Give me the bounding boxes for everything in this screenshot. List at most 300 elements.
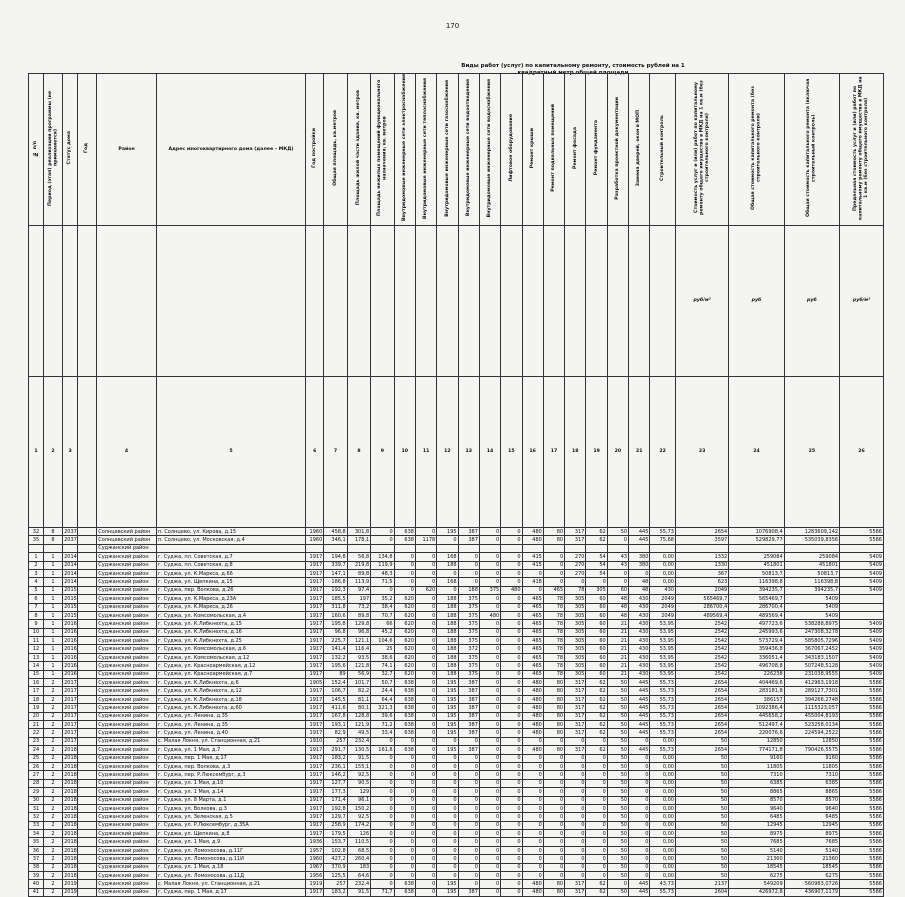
- table-cell: 270: [565, 553, 586, 561]
- table-cell: 0: [522, 804, 543, 812]
- table-cell: 387: [458, 712, 479, 720]
- column-header-label: Площадь жилой части здания, кв. метров: [356, 90, 362, 206]
- table-cell: 0: [607, 578, 628, 586]
- column-header-label: Площадь нежилых помещений функционального назначения, кв. метров: [376, 79, 388, 217]
- table-cell: 372: [458, 645, 479, 653]
- table-cell: 0: [479, 754, 500, 762]
- table-cell: 5586: [840, 536, 884, 544]
- table-cell: 8865: [729, 788, 784, 796]
- table-cell: 638: [394, 695, 415, 703]
- table-cell: 0: [458, 762, 479, 770]
- table-cell: 0: [458, 578, 479, 586]
- table-cell: 5586: [840, 771, 884, 779]
- table-cell: 0: [501, 737, 522, 745]
- table-cell: 317: [565, 880, 586, 888]
- table-cell: 445: [629, 720, 650, 728]
- table-cell: 270: [565, 569, 586, 577]
- table-cell: [458, 544, 479, 552]
- table-cell: 2: [43, 838, 62, 846]
- table-cell: 0: [415, 796, 436, 804]
- table-cell: 70,7: [371, 611, 394, 619]
- table-cell: 0: [501, 670, 522, 678]
- table-cell: 1919: [306, 880, 324, 888]
- table-cell: 336051,4: [729, 653, 784, 661]
- table-cell: 430: [629, 628, 650, 636]
- table-cell: 5140: [729, 846, 784, 854]
- table-cell: [78, 670, 97, 678]
- table-cell: [43, 544, 62, 552]
- table-cell: 50: [675, 737, 728, 745]
- table-cell: 0: [437, 830, 458, 838]
- table-cell: 0: [586, 771, 607, 779]
- table-cell: 0,00: [650, 796, 676, 804]
- table-cell: 445: [629, 679, 650, 687]
- table-cell: 0: [543, 779, 564, 787]
- table-cell: 0: [522, 846, 543, 854]
- table-cell: [78, 720, 97, 728]
- table-cell: 0: [522, 737, 543, 745]
- table-cell: 1917: [306, 569, 324, 577]
- table-cell: 71,7: [371, 888, 394, 896]
- table-header: [29, 74, 884, 528]
- table-cell: 480: [522, 720, 543, 728]
- table-cell: 0: [629, 813, 650, 821]
- table-cell: 48: [629, 586, 650, 594]
- table-cell: 317: [565, 729, 586, 737]
- table-cell: 0: [371, 872, 394, 880]
- table-cell: 43: [607, 561, 628, 569]
- table-cell: 387: [458, 704, 479, 712]
- table-cell: г. Суджа, ул. 1 Мая, д.14: [156, 788, 305, 796]
- table-cell: 5409: [840, 578, 884, 586]
- table-row: [29, 553, 884, 561]
- table-cell: 80: [543, 880, 564, 888]
- table-cell: 2654: [675, 729, 728, 737]
- table-cell: 188: [437, 662, 458, 670]
- table-cell: 0: [586, 804, 607, 812]
- table-cell: 2018: [64, 839, 77, 846]
- table-cell: 62: [586, 712, 607, 720]
- table-cell: 1178: [415, 536, 436, 544]
- table-cell: Суджанский район: [97, 645, 157, 653]
- table-cell: 50: [607, 888, 628, 896]
- table-cell: 2017: [64, 688, 77, 695]
- column-header-label: Лифтовое оборудование: [508, 114, 514, 182]
- table-cell: г. Суджа, ул. Комсомольская, д.6: [156, 645, 305, 653]
- table-cell: 367067,2452: [784, 645, 839, 653]
- table-cell: 305: [565, 611, 586, 619]
- table-cell: 0: [394, 737, 415, 745]
- table-cell: 5409: [784, 595, 839, 603]
- table-cell: 0: [479, 762, 500, 770]
- header-row: [29, 74, 884, 226]
- table-cell: 55,73: [650, 687, 676, 695]
- table-cell: 62: [586, 679, 607, 687]
- table-cell: 387: [458, 729, 479, 737]
- table-cell: 305: [586, 586, 607, 594]
- table-cell: 195: [437, 528, 458, 536]
- table-cell: 50: [675, 838, 728, 846]
- table-cell: 451801: [729, 561, 784, 569]
- table-cell: 0: [415, 720, 436, 728]
- table-cell: 2542: [675, 637, 728, 645]
- table-cell: 0: [479, 628, 500, 636]
- table-cell: 0: [458, 838, 479, 846]
- table-cell: 0: [479, 620, 500, 628]
- column-header-label: Год: [84, 143, 90, 153]
- table-cell: 50: [675, 821, 728, 829]
- table-cell: 0: [501, 888, 522, 896]
- table-cell: 0: [501, 729, 522, 737]
- table-cell: 121,8: [347, 662, 370, 670]
- table-cell: 0: [501, 762, 522, 770]
- table-cell: 53,95: [650, 628, 676, 636]
- table-cell: 78: [543, 662, 564, 670]
- table-cell: [78, 645, 97, 653]
- table-cell: [522, 544, 543, 552]
- table-cell: 394266,2748: [784, 695, 839, 703]
- table-cell: 0: [629, 855, 650, 863]
- table-cell: 283181,8: [729, 687, 784, 695]
- table-cell: 2037: [64, 528, 77, 535]
- table-cell: 0: [522, 872, 543, 880]
- table-cell: 512497,4: [729, 720, 784, 728]
- table-cell: 305: [565, 637, 586, 645]
- table-cell: 2: [43, 872, 62, 880]
- table-cell: 0: [394, 830, 415, 838]
- table-cell: с. Малая Локня, ул. Станционная, д.21: [156, 737, 305, 745]
- table-cell: 1957: [306, 846, 324, 854]
- table-cell: 68,5: [347, 846, 370, 854]
- table-cell: 80: [543, 746, 564, 754]
- table-cell: 219,8: [347, 561, 370, 569]
- table-cell: 0: [394, 553, 415, 561]
- table-cell: 6485: [784, 813, 839, 821]
- table-cell: Суджанский район: [97, 880, 157, 888]
- column-number: 5: [156, 377, 305, 528]
- table-cell: Суджанский район: [97, 846, 157, 854]
- table-cell: 21: [29, 720, 44, 728]
- column-number: 21: [629, 377, 650, 528]
- table-cell: 50: [607, 746, 628, 754]
- table-cell: 620: [394, 645, 415, 653]
- table-cell: [78, 653, 97, 661]
- table-cell: 0: [479, 788, 500, 796]
- table-cell: 195: [437, 704, 458, 712]
- table-cell: г. Суджа, ул. 1 Мая, д.9: [156, 838, 305, 846]
- table-cell: 0: [479, 804, 500, 812]
- table-row: [29, 737, 884, 745]
- table-cell: 2: [43, 695, 62, 703]
- table-cell: 0: [543, 796, 564, 804]
- table-cell: 0: [522, 821, 543, 829]
- table-cell: 62: [586, 880, 607, 888]
- table-cell: 119,9: [371, 561, 394, 569]
- table-cell: 1917: [306, 645, 324, 653]
- table-cell: 231038,9555: [784, 670, 839, 678]
- column-header: [784, 74, 839, 226]
- table-cell: Суджанский район: [97, 855, 157, 863]
- table-cell: 183,2: [324, 888, 347, 896]
- table-cell: 0,00: [650, 737, 676, 745]
- table-cell: 0: [415, 888, 436, 896]
- table-cell: 50: [607, 779, 628, 787]
- column-header-label: Район: [118, 146, 135, 152]
- table-cell: 50: [675, 762, 728, 770]
- table-cell: 0: [565, 796, 586, 804]
- table-cell: 5586: [840, 830, 884, 838]
- table-cell: 0: [415, 578, 436, 586]
- table-cell: 5409: [840, 645, 884, 653]
- table-cell: 188: [437, 670, 458, 678]
- column-header: [629, 74, 650, 226]
- table-cell: Суджанский район: [97, 628, 157, 636]
- table-cell: 0: [437, 737, 458, 745]
- table-cell: 50: [607, 729, 628, 737]
- table-cell: 168: [437, 553, 458, 561]
- table-cell: 415: [522, 553, 543, 561]
- table-row: [29, 796, 884, 804]
- table-cell: 0: [565, 813, 586, 821]
- table-cell: 147,1: [324, 569, 347, 577]
- table-cell: 0: [607, 880, 628, 888]
- table-cell: 1917: [306, 754, 324, 762]
- unit-cell: руб/м²: [840, 226, 884, 377]
- column-header-label: Статус дома: [67, 131, 73, 165]
- table-cell: 1: [43, 578, 62, 586]
- table-cell: 0: [458, 830, 479, 838]
- table-cell: 0: [543, 788, 564, 796]
- table-cell: 2018: [64, 813, 77, 820]
- table-cell: 50: [607, 695, 628, 703]
- table-cell: [78, 695, 97, 703]
- table-cell: 0: [565, 830, 586, 838]
- table-cell: 5586: [840, 846, 884, 854]
- table-cell: 21: [607, 662, 628, 670]
- table-cell: г. Суджа, ул. Щепкина, д.15: [156, 578, 305, 586]
- table-cell: 0,00: [650, 863, 676, 871]
- table-cell: 523258,0134: [784, 720, 839, 728]
- table-cell: 2016: [64, 620, 77, 627]
- column-header-label: Внутридомовые инженерные сети теплоснабжения: [423, 77, 429, 219]
- table-cell: 23: [29, 737, 44, 745]
- table-cell: 50: [675, 855, 728, 863]
- table-cell: 0: [565, 804, 586, 812]
- table-cell: 620: [394, 662, 415, 670]
- table-cell: [78, 603, 97, 611]
- table-cell: 367: [675, 569, 728, 577]
- table-cell: 38: [29, 863, 44, 871]
- table-cell: [501, 544, 522, 552]
- table-cell: 153,7: [324, 838, 347, 846]
- table-cell: 1936: [306, 838, 324, 846]
- table-cell: 0: [586, 779, 607, 787]
- table-cell: 21: [607, 645, 628, 653]
- column-header: [675, 74, 728, 226]
- page-number: 170: [445, 22, 460, 30]
- table-cell: 2018: [64, 855, 77, 862]
- table-cell: 5586: [840, 788, 884, 796]
- table-cell: 445: [629, 880, 650, 888]
- table-cell: 317: [565, 695, 586, 703]
- table-cell: [675, 544, 728, 552]
- table-cell: 9160: [784, 754, 839, 762]
- table-row: [29, 762, 884, 770]
- table-cell: 0: [629, 779, 650, 787]
- table-cell: 121,9: [347, 720, 370, 728]
- column-header-label: Адрес многоквартирного дома (далее – МКД): [168, 146, 294, 152]
- table-cell: [78, 804, 97, 812]
- table-cell: Суджанский район: [97, 544, 157, 552]
- table-cell: 96,8: [347, 628, 370, 636]
- table-cell: 321,3: [371, 704, 394, 712]
- table-cell: 64,6: [347, 872, 370, 880]
- table-cell: 5409: [840, 586, 884, 594]
- table-cell: 0: [479, 578, 500, 586]
- table-cell: [78, 628, 97, 636]
- table-cell: 430: [629, 637, 650, 645]
- table-cell: Суджанский район: [97, 687, 157, 695]
- table-cell: 2014: [64, 570, 77, 577]
- table-cell: 0: [479, 687, 500, 695]
- table-cell: [78, 838, 97, 846]
- table-cell: 232,4: [347, 737, 370, 745]
- table-cell: 129: [347, 788, 370, 796]
- table-cell: 0: [629, 569, 650, 577]
- table-cell: 97,4: [347, 586, 370, 594]
- table-cell: 0: [501, 872, 522, 880]
- table-cell: 50: [607, 855, 628, 863]
- table-cell: 225,7: [324, 637, 347, 645]
- table-cell: 25: [371, 645, 394, 653]
- table-cell: 375: [458, 620, 479, 628]
- table-cell: 5586: [840, 872, 884, 880]
- table-cell: 465: [543, 586, 564, 594]
- table-cell: 48: [607, 611, 628, 619]
- table-cell: 80: [543, 888, 564, 896]
- table-cell: 455004,8193: [784, 712, 839, 720]
- table-cell: [78, 729, 97, 737]
- table-cell: 0: [371, 804, 394, 812]
- table-cell: 418: [522, 578, 543, 586]
- column-header-label: Внутридомовые инженерные сети газоснабжения: [444, 79, 450, 217]
- table-cell: 620: [394, 620, 415, 628]
- table-cell: 465: [522, 595, 543, 603]
- table-cell: 54: [586, 561, 607, 569]
- table-cell: 155,1: [347, 762, 370, 770]
- table-cell: [840, 611, 884, 619]
- table-cell: 465: [522, 645, 543, 653]
- table-cell: 375: [458, 670, 479, 678]
- table-cell: 2: [43, 813, 62, 821]
- table-cell: 2017: [64, 704, 77, 711]
- table-cell: 623: [675, 578, 728, 586]
- table-cell: [78, 796, 97, 804]
- table-cell: 0: [501, 779, 522, 787]
- table-cell: 195,6: [324, 662, 347, 670]
- table-cell: 305: [565, 670, 586, 678]
- table-cell: 2019: [64, 889, 77, 896]
- table-cell: г. Суджа, ул. 8 Марта, д.1: [156, 796, 305, 804]
- table-cell: 62: [586, 704, 607, 712]
- unit-cell: [565, 226, 586, 377]
- table-cell: Солнцевский район: [97, 528, 157, 536]
- table-cell: 480: [522, 704, 543, 712]
- table-cell: 2: [43, 880, 62, 888]
- table-cell: 2017: [64, 713, 77, 720]
- table-row: [29, 863, 884, 871]
- table-cell: 0: [479, 637, 500, 645]
- table-cell: 2018: [64, 847, 77, 854]
- table-cell: 0: [479, 695, 500, 703]
- table-cell: 16: [29, 679, 44, 687]
- table-cell: 55,73: [650, 712, 676, 720]
- table-cell: 480: [522, 687, 543, 695]
- table-cell: 1960: [306, 855, 324, 863]
- table-cell: 0: [629, 788, 650, 796]
- table-cell: 0: [522, 771, 543, 779]
- table-cell: 188: [437, 645, 458, 653]
- table-cell: 0: [543, 561, 564, 569]
- table-row: [29, 536, 884, 544]
- table-cell: Суджанский район: [97, 637, 157, 645]
- table-cell: 790426,5575: [784, 746, 839, 754]
- table-cell: [78, 872, 97, 880]
- table-cell: 538288,8975: [784, 620, 839, 628]
- table-cell: 18: [29, 695, 44, 703]
- table-cell: 62: [586, 536, 607, 544]
- table-cell: 33,4: [371, 729, 394, 737]
- unit-cell: [394, 226, 415, 377]
- column-header: [458, 74, 479, 226]
- table-cell: [650, 544, 676, 552]
- table-cell: 2016: [64, 646, 77, 653]
- table-cell: 50: [607, 754, 628, 762]
- table-cell: 224594,2522: [784, 729, 839, 737]
- table-cell: 0: [629, 804, 650, 812]
- table-cell: 0: [522, 754, 543, 762]
- table-cell: 1: [43, 561, 62, 569]
- table-cell: 0: [543, 813, 564, 821]
- table-cell: 36: [29, 846, 44, 854]
- table-cell: 1917: [306, 695, 324, 703]
- table-cell: [78, 536, 97, 544]
- table-cell: 0: [479, 645, 500, 653]
- table-cell: г. Суджа, пер. 1 Мая, д.17: [156, 754, 305, 762]
- table-cell: 21: [607, 628, 628, 636]
- table-cell: 286700,4: [675, 603, 728, 611]
- table-cell: 0: [586, 813, 607, 821]
- table-cell: 317: [565, 712, 586, 720]
- table-cell: 41: [29, 888, 44, 896]
- table-cell: 89,8: [347, 569, 370, 577]
- table-cell: 0: [371, 779, 394, 787]
- table-cell: 5586: [840, 880, 884, 888]
- table-row: [29, 687, 884, 695]
- table-cell: 1960: [306, 536, 324, 544]
- column-number: 19: [586, 377, 607, 528]
- table-cell: 2: [43, 754, 62, 762]
- table-cell: 620: [394, 628, 415, 636]
- table-cell: 24,4: [371, 687, 394, 695]
- table-cell: 4: [29, 578, 44, 586]
- table-cell: 5409: [840, 670, 884, 678]
- table-cell: 1917: [306, 662, 324, 670]
- table-cell: 1917: [306, 628, 324, 636]
- table-cell: 129,7: [324, 813, 347, 821]
- table-cell: 5586: [840, 695, 884, 703]
- table-cell: 445: [629, 746, 650, 754]
